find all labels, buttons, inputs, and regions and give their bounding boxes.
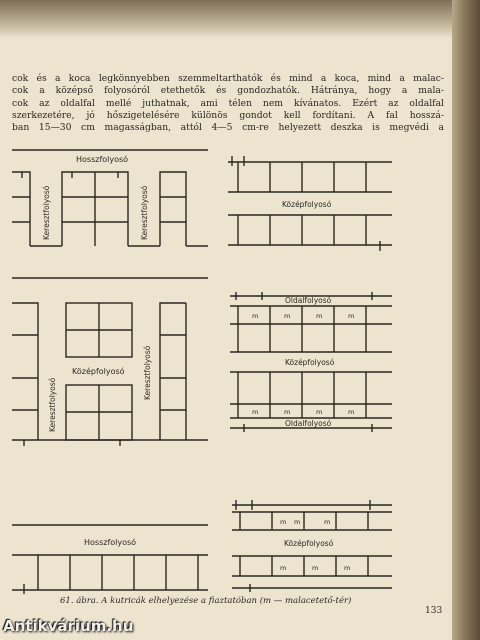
m-marker: m [324, 518, 331, 526]
label-keresztfolyoso-a2: Keresztfolyosó [140, 185, 149, 240]
m-marker: m [252, 408, 259, 416]
book-spine [452, 0, 480, 640]
body-line: cok és a koca legkönnyebben szemmeltarthatók és mind a koca, mind a malac- [12, 73, 444, 84]
label-hosszfolyoso-a: Hosszfolyosó [76, 155, 129, 164]
m-marker: m [316, 408, 323, 416]
body-line: ban 15—30 cm magasságban, attól 4—5 cm-re helyezett deszka is megvédi a [12, 122, 444, 134]
label-keresztfolyoso-c2: Keresztfolyosó [143, 345, 152, 400]
m-marker: m [316, 312, 323, 320]
label-oldalfolyoso-bottom: Oldalfolyosó [285, 419, 332, 428]
m-marker: m [344, 564, 351, 572]
body-line: cok a középső folyosóról etethetők és gondozhatók. Hátránya, hogy a mala- [12, 85, 444, 97]
m-marker: m [348, 312, 355, 320]
m-marker: m [252, 312, 259, 320]
label-kozepfolyoso-b: Középfolyosó [282, 200, 332, 209]
figure-caption: 61. ábra. A kutricák elhelyezése a fiaztatóban (m — malacetető-tér) [60, 596, 352, 606]
page-number: 133 [425, 606, 443, 616]
label-hosszfolyoso-e: Hosszfolyosó [84, 538, 137, 547]
label-keresztfolyoso-a1: Keresztfolyosó [42, 185, 51, 240]
m-marker: m [280, 564, 287, 572]
body-line: szerkezetére, jó hőszigetelésére különös gondot kell fordítani. A fal hosszá- [12, 109, 444, 121]
m-marker: m [284, 312, 291, 320]
label-kozepfolyoso-c: Középfolyosó [72, 367, 125, 376]
m-marker: m [284, 408, 291, 416]
m-marker: m [348, 408, 355, 416]
watermark-logo: Antikvárium.hu [3, 617, 134, 635]
label-kozepfolyoso-d: Középfolyosó [285, 358, 335, 367]
label-kozepfolyoso-f: Középfolyosó [284, 539, 334, 548]
m-marker: m [312, 564, 319, 572]
label-oldalfolyoso-top: Oldalfolyosó [285, 296, 332, 305]
layout-c [12, 278, 208, 446]
m-marker: m [294, 518, 301, 526]
layout-e [12, 525, 208, 594]
label-keresztfolyoso-c1: Keresztfolyosó [48, 377, 57, 432]
body-line: cok az oldalfal mellé juthatnak, ami télen nem kívánatos. Ezért az oldalfal [12, 97, 444, 109]
m-marker: m [280, 518, 287, 526]
